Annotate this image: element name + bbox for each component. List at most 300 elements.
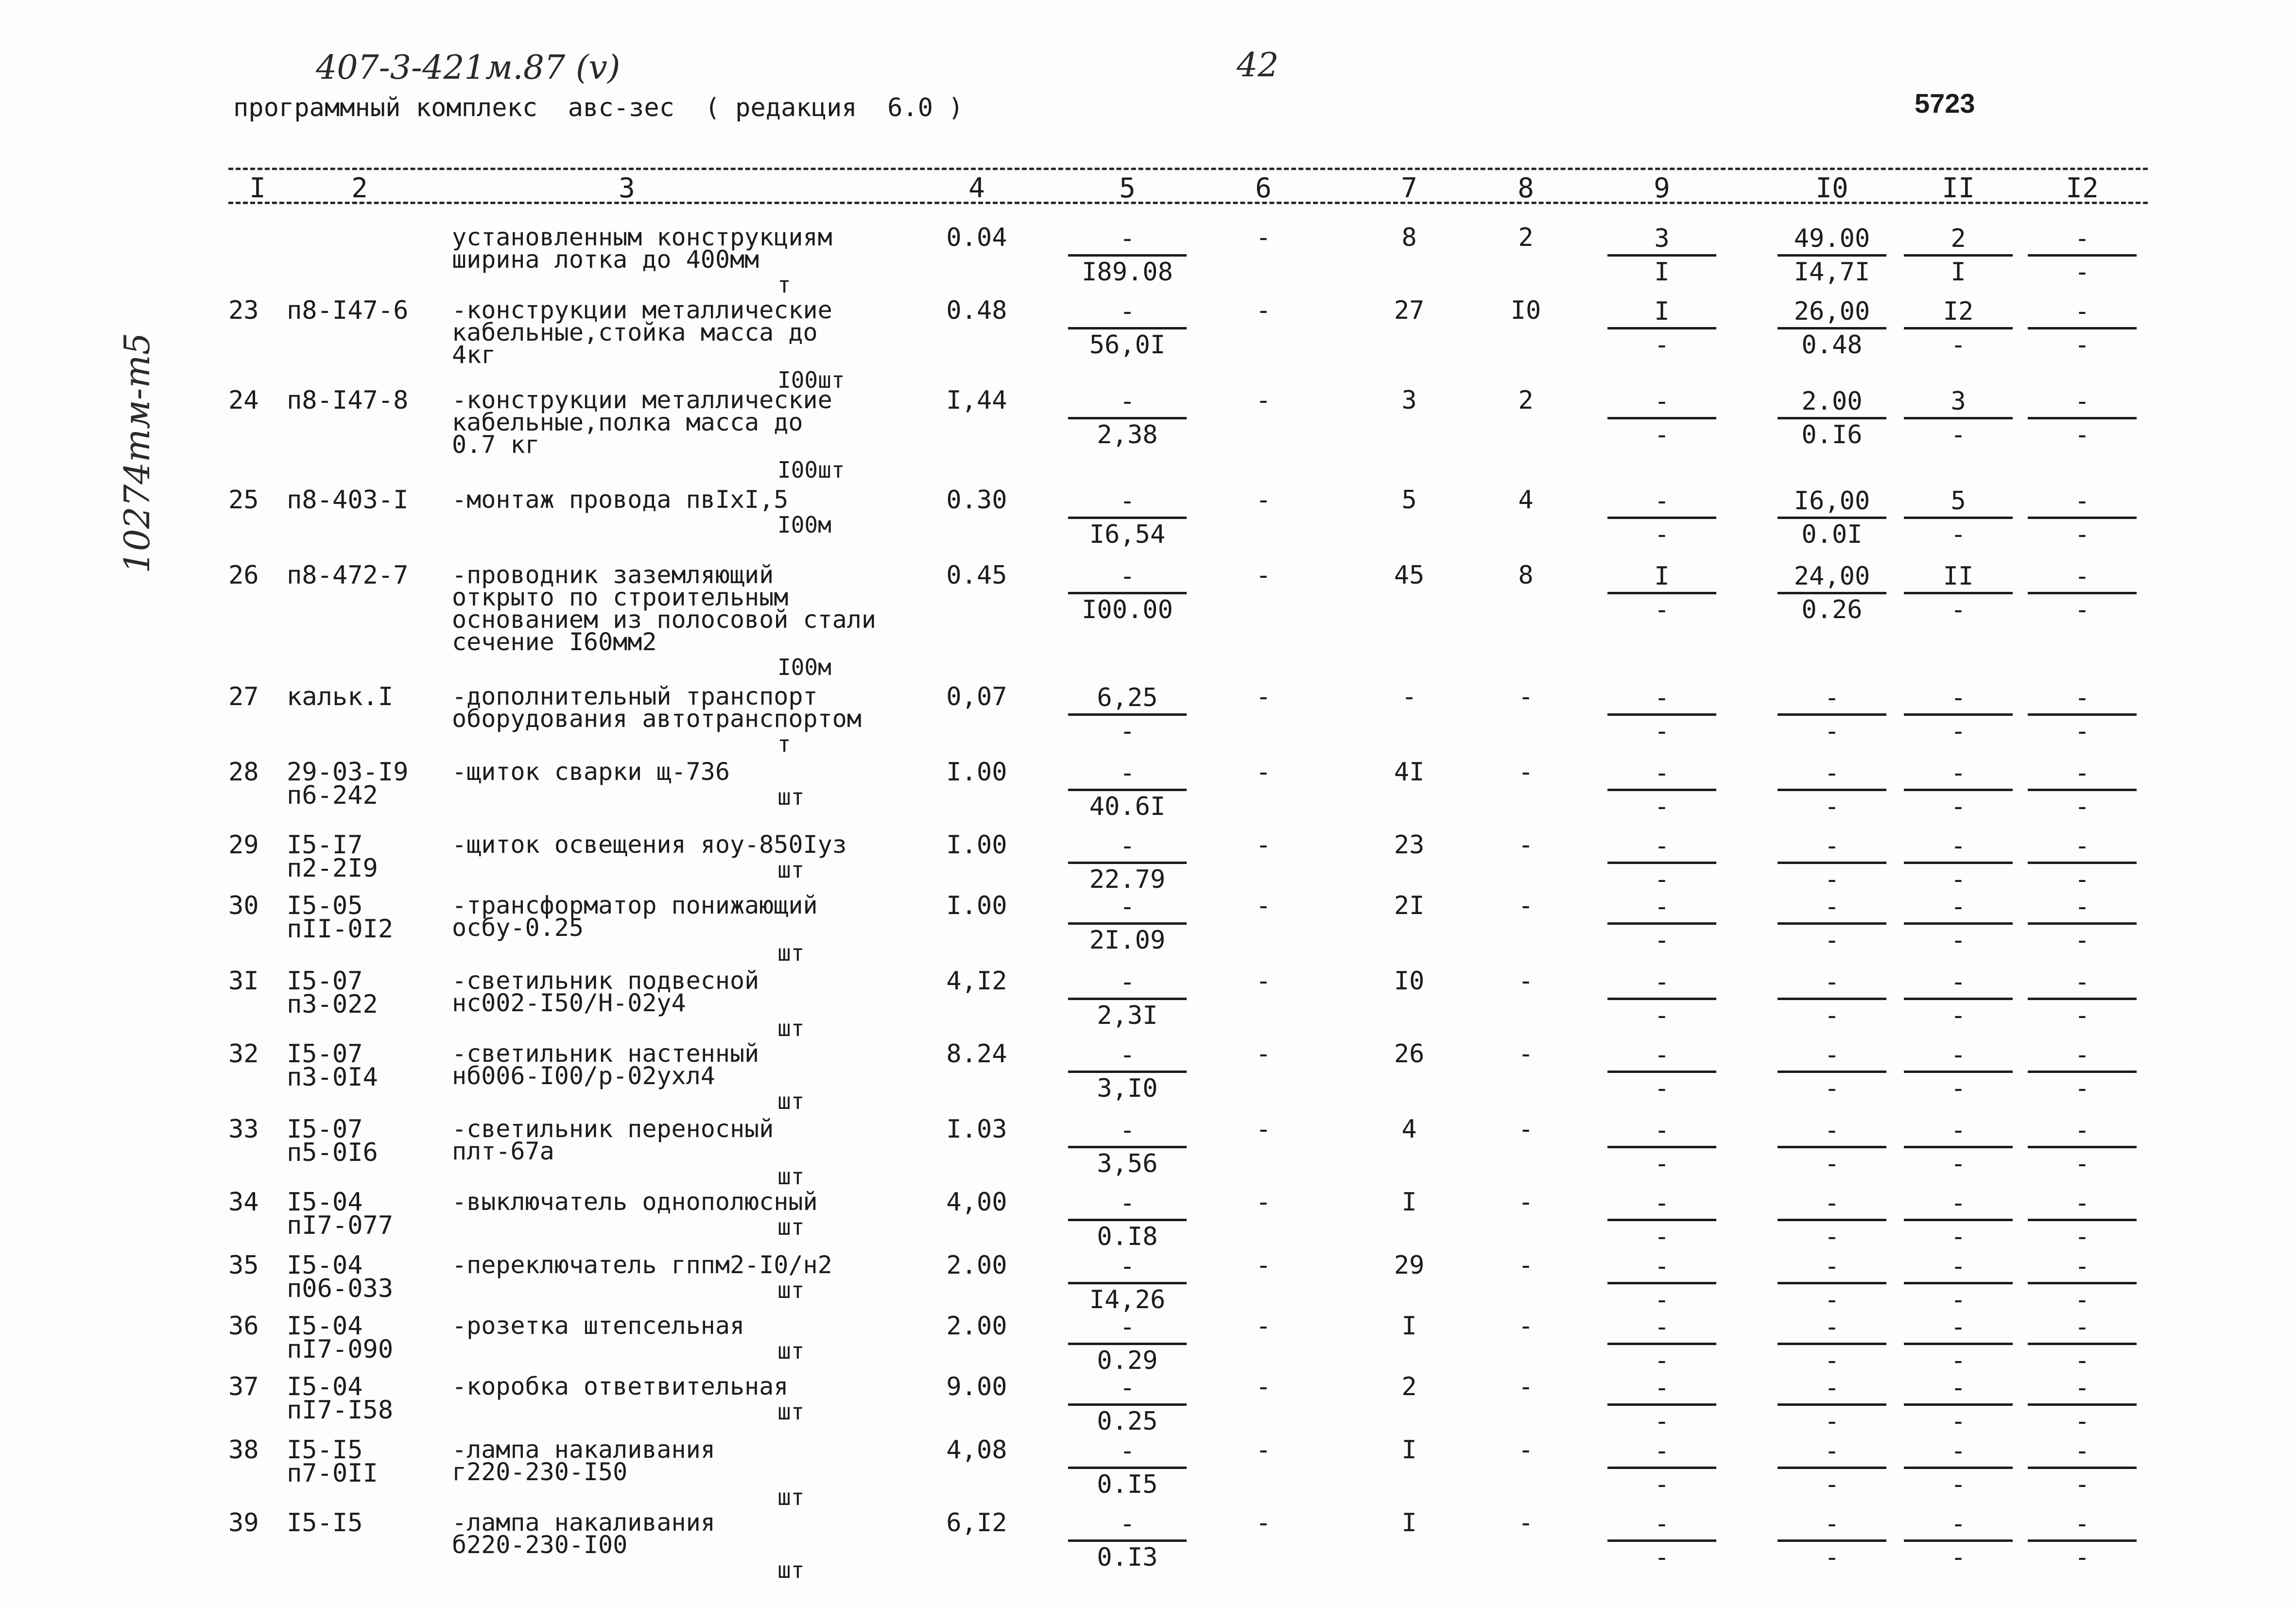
col7-value: 3 bbox=[1401, 386, 1417, 415]
col10-value-numerator: - bbox=[1824, 892, 1840, 921]
col11-value bbox=[1900, 561, 2017, 625]
col10-value-numerator: I6,00 bbox=[1794, 486, 1870, 516]
col9-value bbox=[1604, 561, 1720, 625]
quantity: I.00 bbox=[946, 891, 1007, 920]
col5-value bbox=[1064, 485, 1191, 550]
col12-value-numerator: - bbox=[2074, 683, 2090, 712]
unit-of-measure: шт bbox=[777, 1163, 805, 1190]
norm-code: 29-03-I9 п6-242 bbox=[287, 758, 409, 810]
col11-value-numerator: - bbox=[1951, 831, 1966, 861]
col12-value bbox=[2024, 1435, 2141, 1500]
unit-of-measure: I00м bbox=[777, 512, 831, 538]
quantity: 0.04 bbox=[946, 223, 1007, 252]
col11-value-denominator: - bbox=[1951, 330, 1966, 360]
work-description: -лампа накаливания г220-230-I50 bbox=[452, 1435, 715, 1486]
col9-value bbox=[1604, 223, 1720, 288]
quantity: 0.48 bbox=[946, 296, 1007, 325]
col7-value: 2 bbox=[1401, 1372, 1417, 1401]
col10-value-numerator: - bbox=[1824, 1040, 1840, 1070]
column-header-12: I2 bbox=[2066, 173, 2099, 204]
work-description: -трансформатор понижающий осбу-0.25 bbox=[452, 891, 818, 942]
col12-value bbox=[2024, 830, 2141, 895]
col9-value-denominator: - bbox=[1654, 717, 1670, 746]
col10-value-numerator: - bbox=[1824, 1509, 1840, 1538]
col10-value-denominator: - bbox=[1824, 926, 1840, 955]
col10-value-denominator: I4,7I bbox=[1794, 258, 1870, 287]
col11-value bbox=[1900, 830, 2017, 895]
col5-value-numerator: - bbox=[1120, 1313, 1135, 1342]
col10-value bbox=[1774, 386, 1890, 450]
col11-value-denominator: - bbox=[1951, 717, 1966, 746]
col12-value-denominator: - bbox=[2074, 1543, 2090, 1572]
col6-value: - bbox=[1256, 758, 1271, 787]
col8-value: 2 bbox=[1518, 223, 1534, 252]
col6-value: - bbox=[1256, 485, 1271, 515]
col11-value-numerator: - bbox=[1951, 1313, 1966, 1342]
col11-value-denominator: - bbox=[1951, 1285, 1966, 1314]
row-number: 26 bbox=[228, 561, 259, 590]
col12-value-numerator: - bbox=[2074, 1116, 2090, 1145]
row-number: 24 bbox=[228, 386, 259, 415]
column-header-11: II bbox=[1942, 173, 1975, 204]
norm-code: I5-07 п3-0I4 bbox=[287, 1039, 378, 1092]
col11-value-denominator: - bbox=[1951, 420, 1966, 449]
col5-value-numerator: - bbox=[1120, 387, 1135, 416]
row-number: 3I bbox=[228, 967, 259, 996]
col10-value-numerator: - bbox=[1824, 1436, 1840, 1466]
unit-of-measure: шт bbox=[777, 1214, 805, 1240]
col6-value: - bbox=[1256, 1435, 1271, 1465]
col5-value-numerator: - bbox=[1120, 224, 1135, 253]
col9-value bbox=[1604, 485, 1720, 550]
col12-value bbox=[2024, 1508, 2141, 1573]
col10-value-denominator: - bbox=[1824, 717, 1840, 746]
col5-value-numerator: - bbox=[1120, 1252, 1135, 1281]
col11-value bbox=[1900, 682, 2017, 747]
col10-value-denominator: - bbox=[1824, 1074, 1840, 1103]
col9-value bbox=[1604, 758, 1720, 822]
col5-value bbox=[1064, 1188, 1191, 1252]
col10-value-denominator: 0.0I bbox=[1801, 520, 1863, 549]
col11-value-denominator: - bbox=[1951, 792, 1966, 821]
col10-value-denominator: - bbox=[1824, 865, 1840, 894]
col7-value: 29 bbox=[1394, 1251, 1425, 1280]
col6-value: - bbox=[1256, 967, 1271, 996]
col11-value-denominator: - bbox=[1951, 1149, 1966, 1178]
norm-code: I5-07 п5-0I6 bbox=[287, 1115, 378, 1167]
col12-value bbox=[2024, 682, 2141, 747]
col8-value: - bbox=[1518, 1039, 1534, 1069]
col5-value-numerator: - bbox=[1120, 562, 1135, 591]
col11-value-denominator: - bbox=[1951, 1407, 1966, 1436]
work-description: -светильник подвесной нс002-I50/Н-02у4 bbox=[452, 967, 760, 1017]
col7-value: 26 bbox=[1394, 1039, 1425, 1069]
col10-value-numerator: - bbox=[1824, 1189, 1840, 1218]
col5-value-numerator: 6,25 bbox=[1097, 683, 1158, 712]
col5-value-denominator: 3,56 bbox=[1097, 1149, 1158, 1178]
quantity: 8.24 bbox=[946, 1039, 1007, 1069]
col9-value-denominator: - bbox=[1654, 1074, 1670, 1103]
col9-value bbox=[1604, 1188, 1720, 1252]
norm-code: I5-I5 п7-0II bbox=[287, 1435, 378, 1488]
work-description: -щиток сварки щ-736 bbox=[452, 758, 730, 786]
col9-value-denominator: - bbox=[1654, 330, 1670, 360]
norm-code: I5-I7 п2-2I9 bbox=[287, 830, 378, 883]
col11-value-numerator: 3 bbox=[1951, 387, 1966, 416]
col12-value-numerator: - bbox=[2074, 892, 2090, 921]
col5-value bbox=[1064, 891, 1191, 956]
col6-value: - bbox=[1256, 891, 1271, 920]
col12-value bbox=[2024, 1188, 2141, 1252]
col12-value-numerator: - bbox=[2074, 968, 2090, 997]
norm-code: I5-I5 bbox=[287, 1508, 363, 1538]
col12-value-denominator: - bbox=[2074, 595, 2090, 624]
col12-value-numerator: - bbox=[2074, 759, 2090, 788]
col9-value bbox=[1604, 1251, 1720, 1315]
col9-value-denominator: - bbox=[1654, 1470, 1670, 1499]
col7-value: 5 bbox=[1401, 485, 1417, 515]
col7-value: 2I bbox=[1394, 891, 1425, 920]
side-note: 10274тм-т5 bbox=[117, 332, 157, 573]
col5-value bbox=[1064, 1039, 1191, 1104]
col10-value-numerator: - bbox=[1824, 968, 1840, 997]
col9-value-numerator: - bbox=[1654, 1509, 1670, 1538]
col12-value-denominator: - bbox=[2074, 1285, 2090, 1314]
col5-value-denominator: 22.79 bbox=[1089, 865, 1166, 894]
col12-value-numerator: - bbox=[2074, 1509, 2090, 1538]
col5-value bbox=[1064, 296, 1191, 361]
col11-value bbox=[1900, 223, 2017, 288]
col10-value-numerator: - bbox=[1824, 1313, 1840, 1342]
row-number: 38 bbox=[228, 1435, 259, 1465]
col11-value-denominator: - bbox=[1951, 1346, 1966, 1375]
col8-value: - bbox=[1518, 758, 1534, 787]
col12-value-denominator: - bbox=[2074, 865, 2090, 894]
col11-value-numerator: 5 bbox=[1951, 486, 1966, 516]
unit-of-measure: шт bbox=[777, 784, 805, 810]
col9-value-denominator: - bbox=[1654, 595, 1670, 624]
col12-value-denominator: - bbox=[2074, 258, 2090, 287]
norm-code: п8-I47-6 bbox=[287, 296, 409, 325]
col11-value-numerator: - bbox=[1951, 1116, 1966, 1145]
col7-value: 27 bbox=[1394, 296, 1425, 325]
col9-value-numerator: - bbox=[1654, 1373, 1670, 1402]
col12-value-numerator: - bbox=[2074, 224, 2090, 253]
col11-value-numerator: - bbox=[1951, 1252, 1966, 1281]
program-header: программный комплекс авс-зес ( редакция 6.0 ) bbox=[233, 93, 964, 122]
norm-code: I5-04 п06-033 bbox=[287, 1251, 394, 1303]
work-description: -дополнительный транспорт оборудования автотранспортом bbox=[452, 682, 862, 733]
col12-value bbox=[2024, 758, 2141, 822]
column-header-6: 6 bbox=[1255, 173, 1272, 204]
col7-value: 8 bbox=[1401, 223, 1417, 252]
col12-value-numerator: - bbox=[2074, 387, 2090, 416]
col9-value-denominator: - bbox=[1654, 1285, 1670, 1314]
col5-value-denominator: 40.6I bbox=[1089, 792, 1166, 821]
col12-value-numerator: - bbox=[2074, 1313, 2090, 1342]
col10-value-denominator: - bbox=[1824, 1346, 1840, 1375]
col9-value bbox=[1604, 1312, 1720, 1376]
col9-value-numerator: - bbox=[1654, 892, 1670, 921]
col5-value bbox=[1064, 1115, 1191, 1179]
col12-value-numerator: - bbox=[2074, 1252, 2090, 1281]
col11-value-denominator: - bbox=[1951, 1222, 1966, 1251]
col9-value-denominator: - bbox=[1654, 1407, 1670, 1436]
col6-value: - bbox=[1256, 1188, 1271, 1217]
col5-value-denominator: I6,54 bbox=[1089, 520, 1166, 549]
col6-value: - bbox=[1256, 1312, 1271, 1341]
row-number: 28 bbox=[228, 758, 259, 787]
col6-value: - bbox=[1256, 682, 1271, 711]
col12-value-denominator: - bbox=[2074, 792, 2090, 821]
col10-value-denominator: 0.48 bbox=[1801, 330, 1863, 360]
col9-value bbox=[1604, 386, 1720, 450]
row-number: 25 bbox=[228, 485, 259, 515]
col8-value: - bbox=[1518, 891, 1534, 920]
col9-value bbox=[1604, 1508, 1720, 1573]
col9-value-denominator: - bbox=[1654, 1149, 1670, 1178]
col5-value-numerator: - bbox=[1120, 968, 1135, 997]
col7-value: I bbox=[1401, 1435, 1417, 1465]
col11-value-denominator: - bbox=[1951, 520, 1966, 549]
work-description: -переключатель гппм2-I0/н2 bbox=[452, 1251, 832, 1279]
unit-of-measure: шт bbox=[777, 1484, 805, 1510]
col10-value bbox=[1774, 830, 1890, 895]
quantity: I,44 bbox=[946, 386, 1007, 415]
row-number: 39 bbox=[228, 1508, 259, 1538]
col5-value-denominator: 3,I0 bbox=[1097, 1074, 1158, 1103]
col8-value: - bbox=[1518, 1188, 1534, 1217]
col9-value-numerator: - bbox=[1654, 1189, 1670, 1218]
col9-value-numerator: - bbox=[1654, 1313, 1670, 1342]
col9-value-numerator: - bbox=[1654, 1116, 1670, 1145]
column-header-1: I bbox=[249, 173, 266, 204]
col9-value bbox=[1604, 1372, 1720, 1437]
col5-value bbox=[1064, 1372, 1191, 1437]
col12-value-denominator: - bbox=[2074, 1346, 2090, 1375]
col11-value bbox=[1900, 1435, 2017, 1500]
col11-value bbox=[1900, 1188, 2017, 1252]
col10-value-denominator: - bbox=[1824, 1149, 1840, 1178]
col9-value bbox=[1604, 891, 1720, 956]
col12-value-denominator: - bbox=[2074, 1074, 2090, 1103]
norm-code: п8-403-I bbox=[287, 485, 409, 515]
col12-value-numerator: - bbox=[2074, 1436, 2090, 1466]
col10-value bbox=[1774, 1312, 1890, 1376]
col5-value bbox=[1064, 830, 1191, 895]
col9-value-denominator: - bbox=[1654, 865, 1670, 894]
col5-value-numerator: - bbox=[1120, 831, 1135, 861]
row-number: 36 bbox=[228, 1312, 259, 1341]
work-description: -светильник переносный плт-67а bbox=[452, 1115, 774, 1165]
col6-value: - bbox=[1256, 296, 1271, 325]
col10-value-denominator: - bbox=[1824, 1407, 1840, 1436]
col5-value-numerator: - bbox=[1120, 1509, 1135, 1538]
col5-value-denominator: 0.I3 bbox=[1097, 1543, 1158, 1572]
col10-value-numerator: - bbox=[1824, 831, 1840, 861]
col9-value bbox=[1604, 967, 1720, 1031]
norm-code: I5-04 пI7-090 bbox=[287, 1312, 394, 1364]
col6-value: - bbox=[1256, 1508, 1271, 1538]
col12-value-denominator: - bbox=[2074, 1149, 2090, 1178]
col10-value bbox=[1774, 758, 1890, 822]
col8-value: I0 bbox=[1510, 296, 1541, 325]
col6-value: - bbox=[1256, 1251, 1271, 1280]
unit-of-measure: шт bbox=[777, 940, 805, 966]
quantity: I.03 bbox=[946, 1115, 1007, 1144]
col10-value-numerator: - bbox=[1824, 759, 1840, 788]
col8-value: - bbox=[1518, 1508, 1534, 1538]
col11-value-numerator: II bbox=[1943, 562, 1974, 591]
col5-value bbox=[1064, 1312, 1191, 1376]
norm-code: кальк.I bbox=[287, 682, 394, 711]
quantity: 4,00 bbox=[946, 1188, 1007, 1217]
col11-value-numerator: - bbox=[1951, 1509, 1966, 1538]
col11-value bbox=[1900, 1372, 2017, 1437]
col12-value bbox=[2024, 1372, 2141, 1437]
col5-value-denominator: - bbox=[1120, 717, 1135, 746]
col5-value-denominator: I4,26 bbox=[1089, 1285, 1166, 1314]
column-header-10: I0 bbox=[1815, 173, 1848, 204]
col12-value-numerator: - bbox=[2074, 562, 2090, 591]
quantity: I.00 bbox=[946, 830, 1007, 860]
col9-value-numerator: I bbox=[1654, 562, 1670, 591]
col10-value-denominator: - bbox=[1824, 1285, 1840, 1314]
col12-value bbox=[2024, 1115, 2141, 1179]
col12-value-numerator: - bbox=[2074, 1040, 2090, 1070]
col6-value: - bbox=[1256, 223, 1271, 252]
col10-value bbox=[1774, 682, 1890, 747]
col11-value-numerator: - bbox=[1951, 1436, 1966, 1466]
col6-value: - bbox=[1256, 1115, 1271, 1144]
col11-value-numerator: - bbox=[1951, 1373, 1966, 1402]
col8-value: - bbox=[1518, 1251, 1534, 1280]
col10-value-denominator: 0.26 bbox=[1801, 595, 1863, 624]
work-description: -лампа накаливания б220-230-I00 bbox=[452, 1508, 715, 1559]
sheet-number: 5723 bbox=[1915, 88, 1975, 119]
col5-value-numerator: - bbox=[1120, 486, 1135, 516]
col10-value-denominator: - bbox=[1824, 1222, 1840, 1251]
col9-value bbox=[1604, 1039, 1720, 1104]
row-number: 33 bbox=[228, 1115, 259, 1144]
col9-value-numerator: - bbox=[1654, 968, 1670, 997]
col12-value-denominator: - bbox=[2074, 1470, 2090, 1499]
work-description: установленным конструкциям ширина лотка до 400мм bbox=[452, 223, 832, 274]
norm-code: п8-I47-8 bbox=[287, 386, 409, 415]
col9-value bbox=[1604, 296, 1720, 361]
column-header-8: 8 bbox=[1518, 173, 1534, 204]
col10-value bbox=[1774, 1115, 1890, 1179]
col12-value bbox=[2024, 967, 2141, 1031]
col9-value-numerator: 3 bbox=[1654, 224, 1670, 253]
col11-value bbox=[1900, 891, 2017, 956]
col11-value-denominator: - bbox=[1951, 1543, 1966, 1572]
col5-value-denominator: I00.00 bbox=[1082, 595, 1173, 624]
col12-value bbox=[2024, 296, 2141, 361]
col11-value bbox=[1900, 1039, 2017, 1104]
work-description: -коробка ответвительная bbox=[452, 1372, 789, 1400]
col10-value-denominator: - bbox=[1824, 792, 1840, 821]
unit-of-measure: т bbox=[777, 272, 791, 298]
col5-value-numerator: - bbox=[1120, 1436, 1135, 1466]
col5-value-denominator: 2,38 bbox=[1097, 420, 1158, 449]
column-header-2: 2 bbox=[351, 173, 368, 204]
quantity: 2.00 bbox=[946, 1251, 1007, 1280]
col5-value-numerator: - bbox=[1120, 297, 1135, 326]
col10-value bbox=[1774, 1372, 1890, 1437]
col9-value-numerator: - bbox=[1654, 387, 1670, 416]
col9-value-denominator: - bbox=[1654, 926, 1670, 955]
col12-value-numerator: - bbox=[2074, 1373, 2090, 1402]
col12-value-denominator: - bbox=[2074, 420, 2090, 449]
col8-value: - bbox=[1518, 967, 1534, 996]
col9-value-numerator: - bbox=[1654, 486, 1670, 516]
col8-value: - bbox=[1518, 1435, 1534, 1465]
col12-value bbox=[2024, 386, 2141, 450]
col10-value-numerator: 2.00 bbox=[1801, 387, 1863, 416]
col9-value-denominator: - bbox=[1654, 1346, 1670, 1375]
col9-value bbox=[1604, 1435, 1720, 1500]
col10-value bbox=[1774, 296, 1890, 361]
col6-value: - bbox=[1256, 561, 1271, 590]
col5-value-denominator: 0.I5 bbox=[1097, 1470, 1158, 1499]
unit-of-measure: I00м bbox=[777, 654, 831, 680]
col9-value bbox=[1604, 830, 1720, 895]
unit-of-measure: т bbox=[777, 731, 791, 757]
unit-of-measure: шт bbox=[777, 1088, 805, 1114]
col11-value-numerator: - bbox=[1951, 683, 1966, 712]
document-code: 407-3-421м.87 (v) bbox=[316, 49, 621, 87]
col12-value bbox=[2024, 891, 2141, 956]
quantity: 4,I2 bbox=[946, 967, 1007, 996]
col10-value bbox=[1774, 1188, 1890, 1252]
page-number: 42 bbox=[1237, 46, 1279, 85]
col10-value bbox=[1774, 223, 1890, 288]
col5-value-numerator: - bbox=[1120, 1040, 1135, 1070]
norm-code: I5-04 пI7-I58 bbox=[287, 1372, 394, 1425]
col11-value-numerator: - bbox=[1951, 968, 1966, 997]
col7-value: 4I bbox=[1394, 758, 1425, 787]
row-number: 34 bbox=[228, 1188, 259, 1217]
col12-value bbox=[2024, 561, 2141, 625]
col8-value: - bbox=[1518, 1312, 1534, 1341]
col11-value-denominator: - bbox=[1951, 1001, 1966, 1030]
col10-value bbox=[1774, 891, 1890, 956]
col11-value-denominator: I bbox=[1951, 258, 1966, 287]
col10-value bbox=[1774, 1039, 1890, 1104]
row-number: 37 bbox=[228, 1372, 259, 1401]
unit-of-measure: шт bbox=[777, 1277, 805, 1303]
col6-value: - bbox=[1256, 386, 1271, 415]
col9-value bbox=[1604, 1115, 1720, 1179]
row-number: 29 bbox=[228, 830, 259, 860]
col12-value-denominator: - bbox=[2074, 926, 2090, 955]
col11-value bbox=[1900, 1508, 2017, 1573]
col11-value bbox=[1900, 485, 2017, 550]
col12-value bbox=[2024, 223, 2141, 288]
col5-value bbox=[1064, 1251, 1191, 1315]
col5-value-numerator: - bbox=[1120, 892, 1135, 921]
col12-value-numerator: - bbox=[2074, 1189, 2090, 1218]
col10-value-numerator: - bbox=[1824, 1116, 1840, 1145]
unit-of-measure: I00шт bbox=[777, 367, 845, 393]
col9-value-denominator: - bbox=[1654, 1001, 1670, 1030]
quantity: 2.00 bbox=[946, 1312, 1007, 1341]
col7-value: I0 bbox=[1394, 967, 1425, 996]
col10-value-denominator: - bbox=[1824, 1001, 1840, 1030]
col10-value bbox=[1774, 1435, 1890, 1500]
work-description: -проводник заземляющий открыто по строительным основанием из полосовой стали сечение I60мм2 bbox=[452, 561, 876, 656]
